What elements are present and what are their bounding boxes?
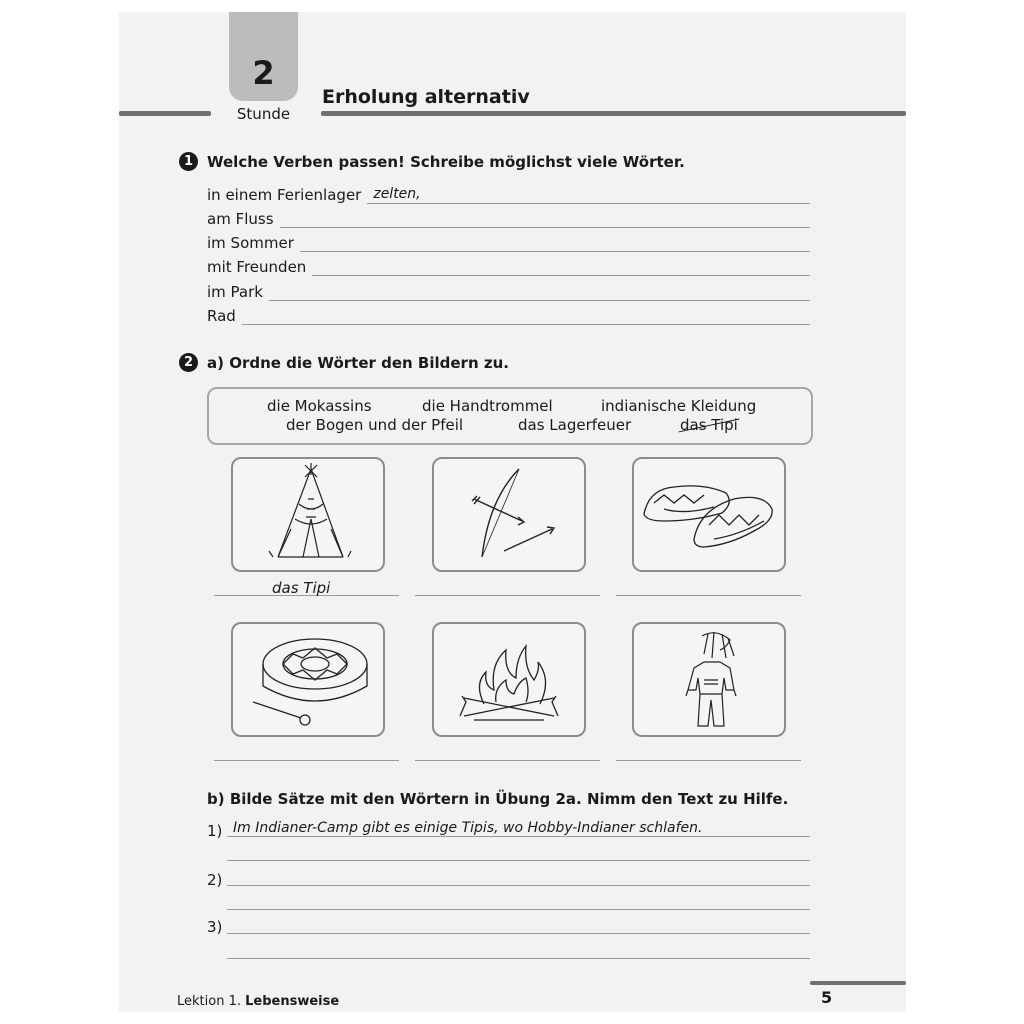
sentence-line[interactable]	[227, 885, 810, 886]
verb-row-label: im Sommer	[207, 234, 294, 252]
footer-lesson-name: Lebensweise	[245, 994, 340, 1009]
picture-card	[632, 457, 786, 572]
verb-row-label: mit Freunden	[207, 258, 307, 276]
exercise-1-instruction: Welche Verben passen! Schreibe möglichst viele Wörter.	[207, 153, 685, 171]
picture-answer-line[interactable]	[415, 575, 600, 596]
verb-row	[207, 279, 810, 301]
sentence-line[interactable]	[227, 933, 810, 934]
picture-card	[231, 457, 385, 572]
handwritten-answer: das Tipi	[272, 579, 331, 597]
page-number: 5	[821, 988, 833, 1007]
word-bank-item: die Handtrommel	[422, 397, 553, 415]
word-bank-item: die Mokassins	[267, 397, 372, 415]
picture-answer-line[interactable]	[214, 740, 399, 761]
answer-line[interactable]	[300, 229, 810, 252]
verb-row	[207, 254, 810, 276]
picture-answer-line[interactable]	[616, 575, 801, 596]
verb-row-label: in einem Ferienlager	[207, 186, 362, 204]
footer-lesson-prefix: Lektion 1.	[177, 994, 241, 1009]
word-bank-item: das Lagerfeuer	[518, 416, 632, 434]
verb-row	[207, 230, 810, 252]
page-title: Erholung alternativ	[322, 86, 530, 108]
picture-card	[432, 457, 586, 572]
verb-row	[207, 206, 810, 228]
sentence-line[interactable]	[227, 860, 810, 861]
word-bank-item-used: das Tipi	[680, 416, 738, 434]
sentence-line[interactable]	[227, 909, 810, 910]
exercise-2b-instruction: b) Bilde Sätze mit den Wörtern in Übung 2a. Nimm den Text zu Hilfe.	[207, 790, 789, 808]
verb-row	[207, 182, 810, 204]
picture-answer-line[interactable]	[616, 740, 801, 761]
native-clothing-icon	[634, 624, 784, 735]
lesson-number: 2	[252, 54, 275, 92]
answer-line[interactable]	[242, 302, 810, 325]
sentence-number: 1)	[207, 822, 223, 840]
header-rule-right	[321, 111, 906, 116]
answer-line[interactable]	[367, 181, 810, 204]
picture-card	[432, 622, 586, 737]
word-bank-item: der Bogen und der Pfeil	[286, 416, 464, 434]
bow-and-arrow-icon	[434, 459, 584, 570]
word-bank	[207, 387, 813, 445]
exercise-2-number: 2	[179, 353, 198, 372]
header-rule-left	[119, 111, 211, 116]
verb-row-label: am Fluss	[207, 210, 274, 228]
picture-card	[231, 622, 385, 737]
handwritten-answer: zelten,	[373, 186, 421, 202]
footer-lesson	[177, 994, 339, 1009]
answer-line[interactable]	[312, 253, 810, 276]
verb-row-label: Rad	[207, 307, 236, 325]
picture-answer-line[interactable]	[214, 575, 399, 596]
footer-rule	[810, 981, 906, 985]
moccasins-icon	[634, 459, 784, 570]
tipi-icon	[233, 459, 383, 570]
picture-answer-line[interactable]	[415, 740, 600, 761]
exercise-1-number: 1	[179, 152, 198, 171]
verb-row-label: im Park	[207, 283, 263, 301]
sentence-line[interactable]	[227, 958, 810, 959]
campfire-icon	[434, 624, 584, 735]
word-bank-item: indianische Kleidung	[601, 397, 757, 415]
sentence-number: 2)	[207, 871, 223, 889]
picture-card	[632, 622, 786, 737]
answer-line[interactable]	[280, 205, 810, 228]
answer-line[interactable]	[269, 278, 810, 301]
sentence-line[interactable]	[227, 814, 810, 837]
handwritten-answer: Im Indianer-Camp gibt es einige Tipis, wo Hobby-Indianer schlafen.	[233, 820, 703, 836]
sentence-number: 3)	[207, 918, 223, 936]
verb-row	[207, 303, 810, 325]
hand-drum-icon	[233, 624, 383, 735]
lesson-label: Stunde	[236, 105, 291, 123]
exercise-2a-instruction: a) Ordne die Wörter den Bildern zu.	[207, 354, 509, 372]
